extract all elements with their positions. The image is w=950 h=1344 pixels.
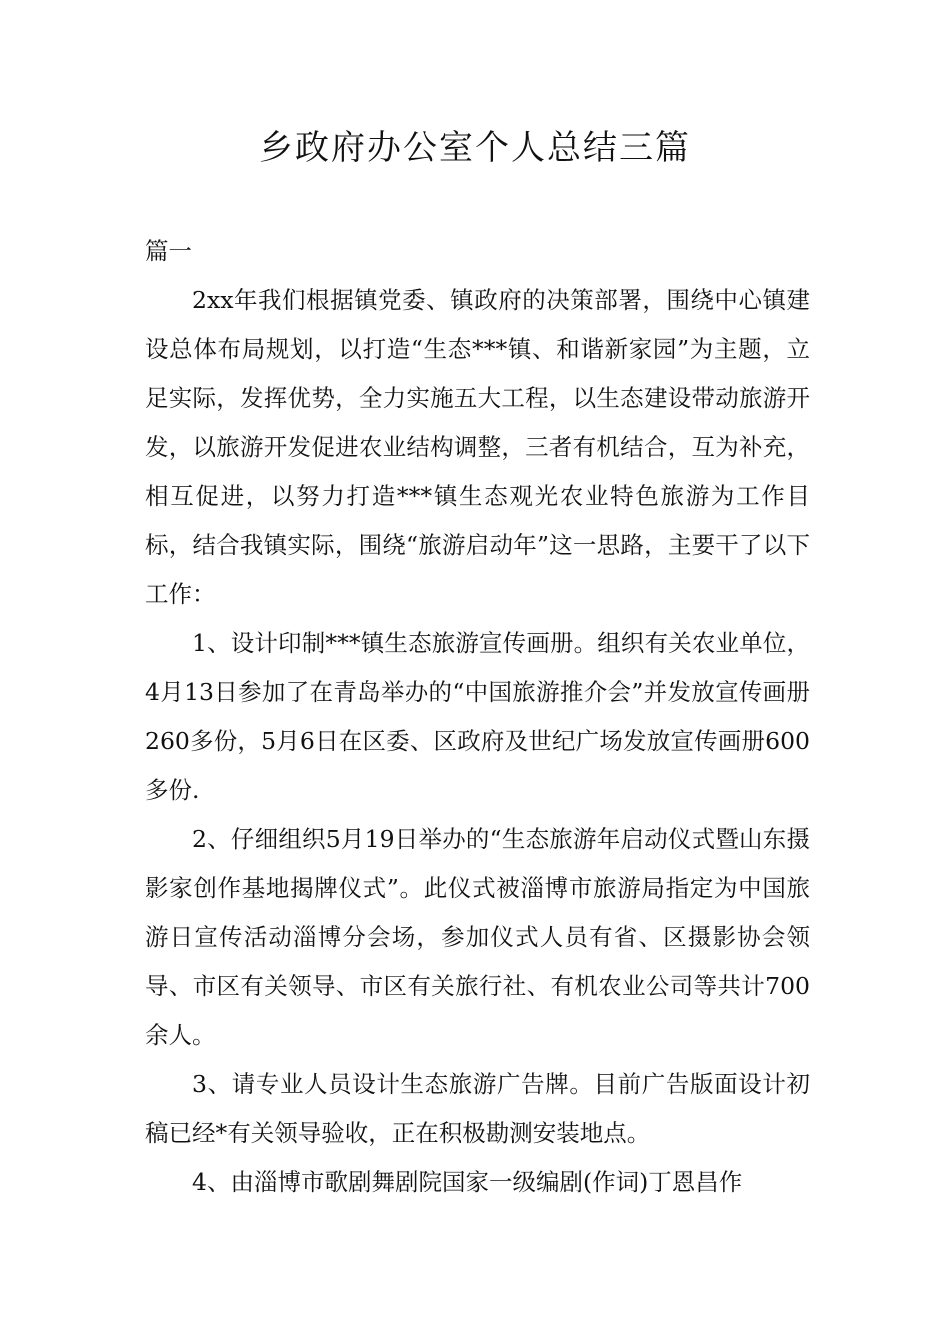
paragraph-item-3: 3、请专业人员设计生态旅游广告牌。目前广告版面设计初稿已经*有关领导验收，正在积极勘测安装地点。 (145, 1070, 810, 1147)
paragraph-item-4: 4、由淄博市歌剧舞剧院国家一级编剧(作词)丁恩昌作 (192, 1168, 743, 1196)
document-title: 乡政府办公室个人总结三篇 (259, 128, 691, 168)
paragraph-item-1: 1、设计印制***镇生态旅游宣传画册。组织有关农业单位，4月13日参加了在青岛举办的“中国旅游推介会”并发放宣传画册260多份，5月6日在区委、区政府及世纪广场发放宣传画册600多份. (145, 629, 810, 804)
document-body (145, 227, 810, 1207)
paragraph-item-2: 2、仔细组织5月19日举办的“生态旅游年启动仪式暨山东摄影家创作基地揭牌仪式”。此仪式被淄博市旅游局指定为中国旅游日宣传活动淄博分会场，参加仪式人员有省、区摄影协会领导、市区有关领导、市区有关旅行社、有机农业公司等共计700余人。 (145, 825, 810, 1049)
section-label: 篇一 (145, 237, 192, 265)
paragraph-intro: 2xx年我们根据镇党委、镇政府的决策部署，围绕中心镇建设总体布局规划，以打造“生态***镇、和谐新家园”为主题，立足实际，发挥优势，全力实施五大工程，以生态建设带动旅游开发，以旅游开发促进农业结构调整，三者有机结合，互为补充，相互促进，以努力打造***镇生态观光农业特色旅游为工作目标，结合我镇实际，围绕“旅游启动年”这一思路，主要干了以下工作： (145, 286, 810, 608)
